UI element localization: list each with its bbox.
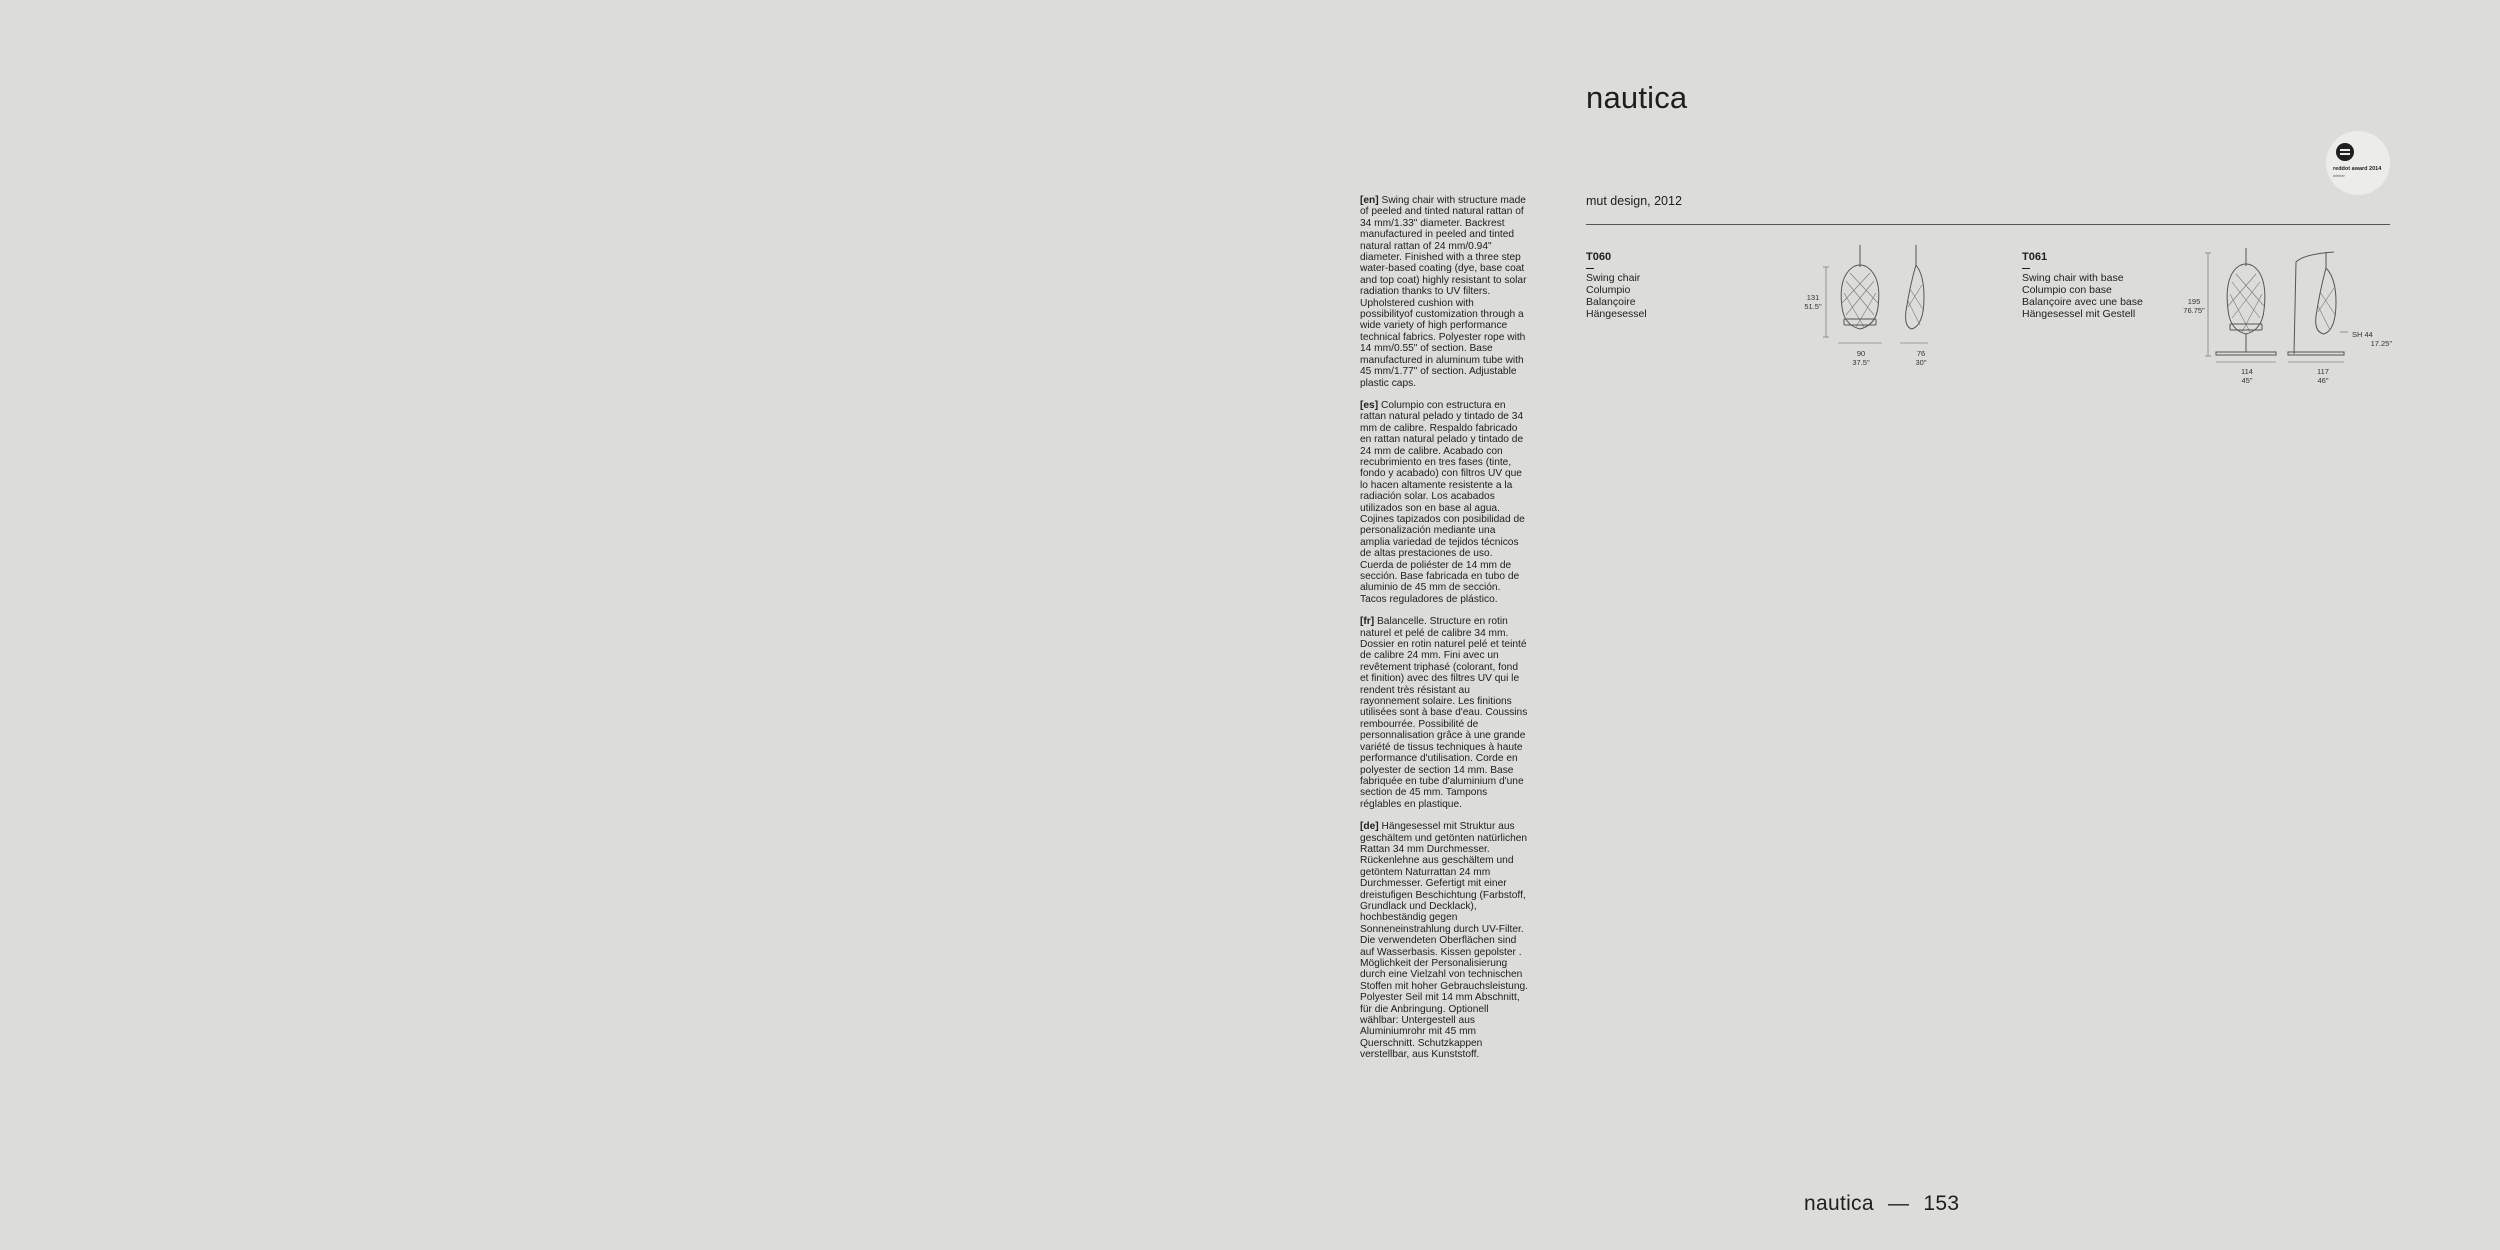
description-fr: [1360, 616, 1528, 810]
description-text: Balancelle. Structure en rotin naturel et pelé de calibre 34 mm. Dossier en rotin naturel pelé et teinté de calibre 24 mm. Fini avec un revêtement triphasé (colorant, fond et finition) avec des filtres UV qui le rendent très résistant au rayonnement solaire. Les finitions utilisées sont à base d'eau. Coussins rembourrée. Possibilité de personnalisation grâce à une grande variété de tissus techniques à haute performance d'utilisation. Corde en polyester de section 14 mm. Base fabriquée en tube d'aluminium d'une section de 45 mm. Tampons réglables en plastique.: [1360, 616, 1528, 810]
t061-drawing: [2200, 248, 2350, 373]
product-name-fr: Balançoire: [1586, 296, 1636, 308]
reddot-logo-icon: [2336, 143, 2354, 161]
award-sub: winner: [2333, 173, 2345, 178]
page-number: 153: [1923, 1192, 1960, 1215]
product-code: T061: [2022, 251, 2048, 263]
dim-inch: 51.5": [1804, 302, 1822, 311]
dim-seat: SH 44: [2352, 330, 2373, 339]
dash: [1586, 268, 1594, 269]
t060-width-dim: [1846, 349, 1876, 367]
dim-mm: 90: [1856, 349, 1866, 358]
dim-mm: 76: [1916, 349, 1926, 358]
description-text: Hängesessel mit Struktur aus geschältem und getönten natürlichen Rattan 34 mm Durchmesser. Rückenlehne aus geschältem und getöntem Naturrattan 24 mm Durchmesser. Gefertigt mit einer dreistufigen Beschichtung (Farbstoff, Grundlack und Decklack), hochbeständig gegen Sonneneinstrahlung durch UV-Filter. Die verwendeten Oberflächen sind auf Wasserbasis. Kissen gepolster . Möglichkeit der Personalisierung durch eine Vielzahl von technischen Stoffen mit hoher Gebrauchsleistung. Polyester Seil mit 14 mm Abschnitt, für die Anbringung. Optionell wählbar: Untergestell aus Aluminiumrohr mit 45 mm Querschnitt. Schutzkappen verstellbar, aus Kunststoff.: [1360, 821, 1529, 1061]
description-de: [1360, 821, 1528, 1061]
award-name: reddot award 2014: [2333, 166, 2382, 172]
dim-inch: 46": [2317, 376, 2329, 385]
lang-tag: [de]: [1360, 821, 1379, 833]
description-column: [1360, 195, 1528, 1072]
dim-mm: 195: [2187, 297, 2201, 306]
product-name-es: Columpio con base: [2022, 284, 2112, 296]
product-code: T060: [1586, 251, 1612, 263]
description-text: Columpio con estructura en rattan natural pelado y tintado de 34 mm de calibre. Respaldo fabricado en rattan natural pelado y tintado de 24 mm de calibre. Acabado con recubrimiento en tres fases (tinte, fondo y acabado) con filtros UV que lo hacen altamente resistente a la radiación solar. Los acabados utilizados son en base al agua. Cojines tapizados con posibilidad de personalización mediante una amplia variedad de tejidos técnicos de altas prestaciones de uso. Cuerda de poliéster de 14 mm de sección. Base fabricada en tubo de aluminio de 45 mm de sección. Tacos reguladores de plástico.: [1360, 399, 1525, 605]
product-name-fr: Balançoire avec une base: [2022, 296, 2143, 308]
t060-drawing: [1820, 245, 1950, 365]
t061-depth-dim: [2308, 367, 2338, 385]
t060-height-dim: [1800, 293, 1826, 311]
dim-mm: 117: [2317, 367, 2329, 376]
lang-tag: [es]: [1360, 399, 1379, 411]
lang-tag: [fr]: [1360, 616, 1375, 628]
lang-tag: [en]: [1360, 195, 1379, 206]
product-t061: [2022, 251, 2143, 320]
product-t060: [1586, 251, 1647, 320]
description-en: [1360, 195, 1528, 389]
collection-title: nautica: [1586, 80, 1688, 115]
t060-depth-dim: [1909, 349, 1933, 367]
description-text: Swing chair with structure made of peeled and tinted natural rattan of 34 mm/1.33" diameter. Backrest manufactured in peeled and tinted natural rattan of 24 mm/0.94" diameter. Finished with a three step water-based coating (dye, base coat and top coat) highly resistant to solar radiation thanks to UV filters. Upholstered cushion with possibilityof customization through a wide variety of high performance technical fabrics. Polyester rope with 14 mm/0.55" of section. Base manufactured in aluminum tube with 45 mm/1.77" of section. Adjustable plastic caps.: [1360, 195, 1527, 389]
dim-mm: 131: [1806, 293, 1820, 302]
reddot-award-badge: [2326, 131, 2390, 195]
product-name-en: Swing chair: [1586, 272, 1641, 284]
footer-collection: nautica: [1804, 1192, 1874, 1215]
dim-inch: 76.75": [2183, 306, 2205, 315]
dash: [2022, 268, 2030, 269]
dim-inch: 37.5": [1852, 358, 1870, 367]
t061-seat-height-dim: [2352, 330, 2392, 348]
product-name-de: Hängesessel: [1586, 308, 1647, 320]
dim-inch: 45": [2241, 376, 2253, 385]
t061-width-dim: [2232, 367, 2262, 385]
dim-mm: 114: [2241, 367, 2253, 376]
dim-inch: 17.25": [2370, 339, 2392, 348]
page-footer: [1804, 1192, 1959, 1216]
product-name-de: Hängesessel mit Gestell: [2022, 308, 2136, 320]
dim-inch: 30": [1915, 358, 1927, 367]
description-es: [1360, 400, 1528, 605]
product-name-en: Swing chair with base: [2022, 272, 2124, 284]
product-name-es: Columpio: [1586, 284, 1631, 296]
designer-credit: mut design, 2012: [1586, 194, 1682, 208]
footer-separator: —: [1887, 1192, 1910, 1215]
t061-height-dim: [2180, 297, 2208, 315]
divider: [1586, 224, 2390, 225]
